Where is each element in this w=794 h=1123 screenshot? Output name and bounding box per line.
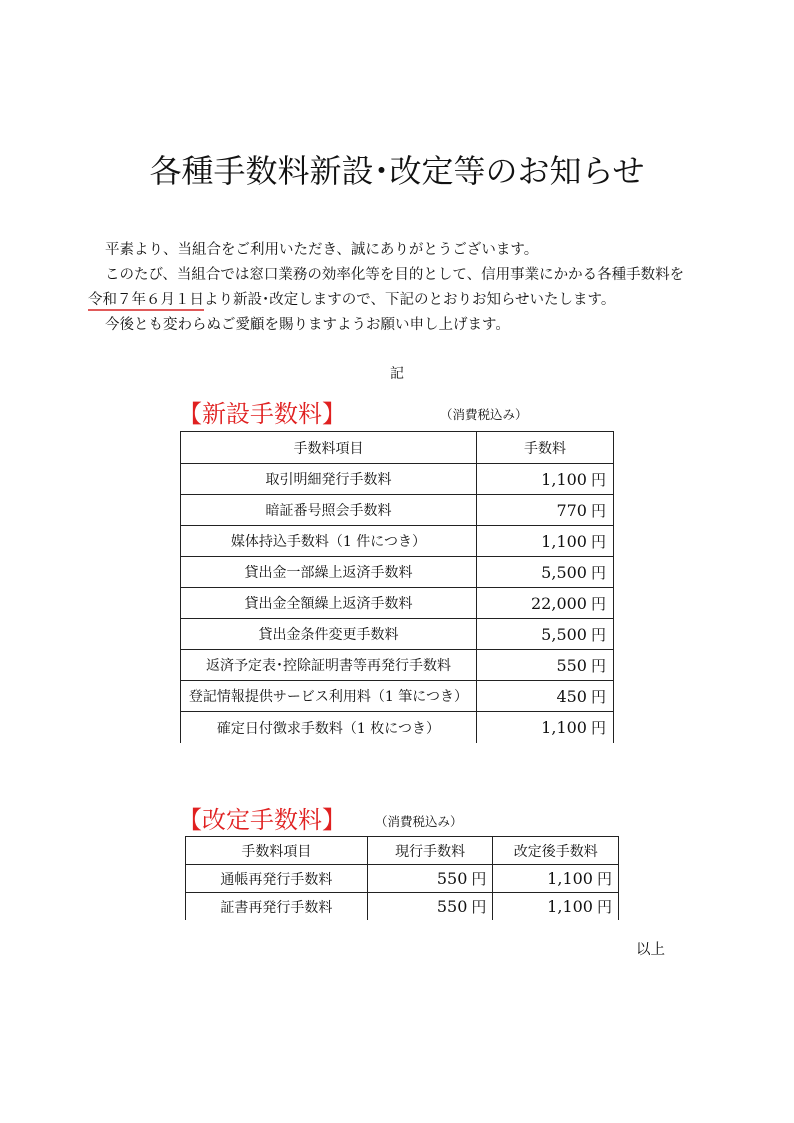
new-fees-table <box>180 431 614 743</box>
fee-item: 暗証番号照会手数料 <box>181 495 477 526</box>
fee-item: 登記情報提供サービス利用料（1 筆につき） <box>181 681 477 712</box>
table-row <box>181 495 614 526</box>
fee-amount-cell <box>476 464 613 495</box>
yen-unit: 円 <box>590 687 606 706</box>
fee-amount-cell <box>476 650 613 681</box>
table-header-row <box>181 432 614 464</box>
closing-ijo: 以上 <box>636 942 665 958</box>
yen-unit: 円 <box>471 870 487 888</box>
fee-amount: 1,100 <box>541 718 587 737</box>
current-fee: 550 <box>436 869 468 888</box>
fee-item: 媒体持込手数料（1 件につき） <box>181 526 477 557</box>
table-row <box>181 464 614 495</box>
ki-marker: 記 <box>390 366 404 382</box>
new-fees-heading: 【新設手数料】 <box>178 400 346 428</box>
fee-amount-cell <box>476 526 613 557</box>
revised-fee: 1,100 <box>547 897 593 916</box>
table-row <box>181 681 614 712</box>
new-fees-tax-note: （消費税込み） <box>440 407 528 422</box>
fee-amount-cell <box>476 712 613 744</box>
revised-fees-table <box>185 836 619 920</box>
table-row <box>186 893 619 921</box>
fee-amount: 22,000 <box>531 593 587 613</box>
fee-amount: 1,100 <box>541 531 587 551</box>
col-header-fee: 手数料 <box>476 432 613 464</box>
current-fee-cell <box>367 865 493 893</box>
col-header-item: 手数料項目 <box>186 837 368 865</box>
yen-unit: 円 <box>596 898 612 916</box>
intro-line-1: 平素より、当組合をご利用いただき、誠にありがとうございます。 <box>105 242 539 258</box>
fee-amount-cell <box>476 557 613 588</box>
fee-amount: 5,500 <box>541 562 587 582</box>
table-row <box>181 526 614 557</box>
yen-unit: 円 <box>590 594 606 613</box>
yen-unit: 円 <box>590 563 606 582</box>
fee-amount: 1,100 <box>541 469 587 489</box>
fee-amount-cell <box>476 619 613 650</box>
fee-item: 貸出金全額繰上返済手数料 <box>181 588 477 619</box>
revised-fees-tax-note: （消費税込み） <box>375 814 463 829</box>
fee-amount-cell <box>476 495 613 526</box>
intro-line-3 <box>88 288 615 313</box>
table-row <box>181 557 614 588</box>
table-row <box>186 865 619 893</box>
current-fee-cell <box>367 893 493 921</box>
fee-item: 取引明細発行手数料 <box>181 464 477 495</box>
yen-unit: 円 <box>590 532 606 551</box>
revised-fee-cell <box>493 893 619 921</box>
fee-amount: 550 <box>556 655 587 675</box>
table-row <box>181 712 614 744</box>
col-header-current: 現行手数料 <box>367 837 493 865</box>
intro-line-2: このたび、当組合では窓口業務の効率化等を目的として、信用事業にかかる各種手数料を <box>105 267 685 283</box>
yen-unit: 円 <box>590 625 606 644</box>
table-row <box>181 650 614 681</box>
fee-item: 貸出金一部繰上返済手数料 <box>181 557 477 588</box>
effective-date: 令和７年６月１日 <box>88 292 204 311</box>
yen-unit: 円 <box>590 719 606 737</box>
yen-unit: 円 <box>590 501 606 520</box>
table-header-row <box>186 837 619 865</box>
fee-amount-cell <box>476 588 613 619</box>
table-row <box>181 619 614 650</box>
page-title: 各種手数料新設･改定等のお知らせ <box>149 152 645 190</box>
col-header-revised: 改定後手数料 <box>493 837 619 865</box>
fee-amount: 450 <box>556 686 587 706</box>
fee-item: 証書再発行手数料 <box>186 893 368 921</box>
fee-amount: 5,500 <box>541 624 587 644</box>
fee-amount: 770 <box>556 500 587 520</box>
current-fee: 550 <box>436 897 468 916</box>
yen-unit: 円 <box>596 870 612 888</box>
fee-amount-cell <box>476 681 613 712</box>
revised-fees-heading: 【改定手数料】 <box>178 806 346 834</box>
fee-item: 通帳再発行手数料 <box>186 865 368 893</box>
revised-fee: 1,100 <box>547 869 593 888</box>
intro-line-3-rest: より新設･改定しますので、下記のとおりお知らせいたします。 <box>204 292 616 308</box>
revised-fee-cell <box>493 865 619 893</box>
intro-line-4: 今後とも変わらぬご愛顧を賜りますようお願い申し上げます。 <box>105 317 510 333</box>
yen-unit: 円 <box>590 470 606 489</box>
col-header-item: 手数料項目 <box>181 432 477 464</box>
fee-item: 貸出金条件変更手数料 <box>181 619 477 650</box>
fee-item: 確定日付徴求手数料（1 枚につき） <box>181 712 477 744</box>
yen-unit: 円 <box>471 898 487 916</box>
table-row <box>181 588 614 619</box>
fee-item: 返済予定表･控除証明書等再発行手数料 <box>181 650 477 681</box>
yen-unit: 円 <box>590 656 606 675</box>
